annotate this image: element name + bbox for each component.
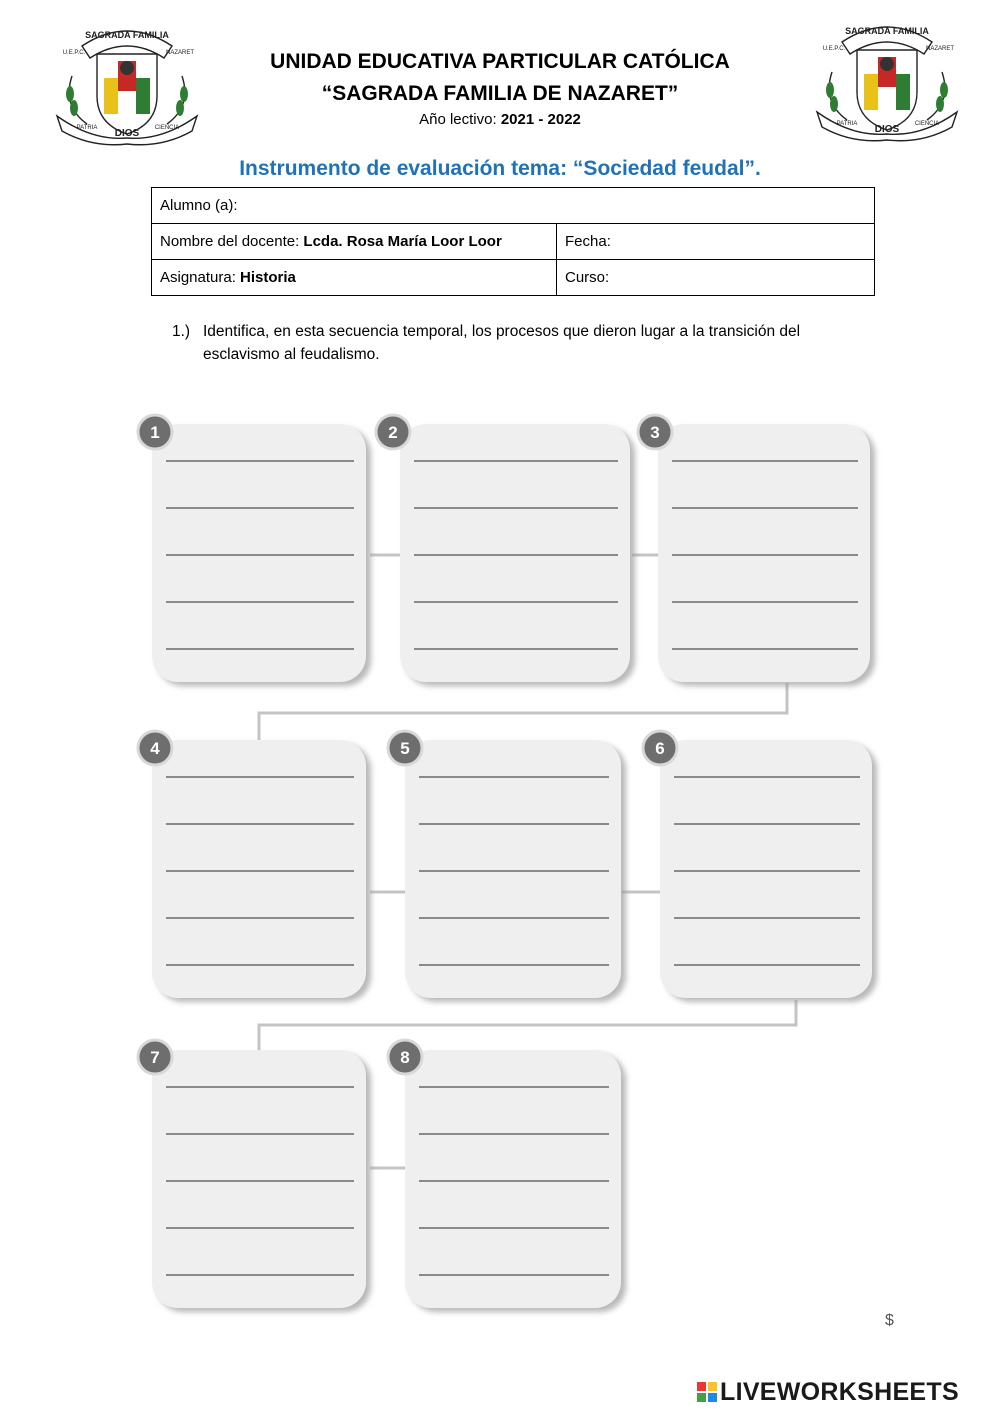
timeline-card-4 [138, 731, 366, 998]
timeline-card-8 [388, 1040, 621, 1308]
card-box [658, 424, 870, 682]
course-label: Curso: [565, 269, 610, 286]
svg-text:PATRIA: PATRIA [836, 121, 858, 127]
question-number: 1.) [172, 323, 191, 340]
svg-text:DIOS: DIOS [874, 124, 900, 135]
page-title: Instrumento de evaluación tema: “Sociedad feudal”. [239, 157, 761, 180]
liveworksheets-brand [697, 1378, 959, 1407]
date-label: Fecha: [565, 233, 611, 250]
student-label: Alumno (a): [160, 197, 238, 214]
step-number: 7 [150, 1048, 160, 1067]
timeline-card-3 [638, 415, 870, 682]
svg-text:NAZARET: NAZARET [165, 50, 195, 56]
step-number: 1 [150, 423, 160, 442]
svg-text:SAGRADA FAMILIA: SAGRADA FAMILIA [845, 26, 929, 36]
school-name-line2: “SAGRADA FAMILIA DE NAZARET” [321, 82, 679, 105]
svg-text:DIOS: DIOS [114, 128, 140, 139]
card-box [152, 424, 366, 682]
school-name-line1: UNIDAD EDUCATIVA PARTICULAR CATÓLICA [270, 50, 730, 73]
svg-text:PATRIA: PATRIA [76, 125, 98, 131]
svg-text:SAGRADA FAMILIA: SAGRADA FAMILIA [85, 30, 169, 40]
subject-name: Historia [240, 269, 296, 286]
step-number: 3 [650, 423, 660, 442]
svg-text:U.E.P.C.: U.E.P.C. [62, 50, 86, 56]
svg-text:NAZARET: NAZARET [925, 46, 955, 52]
timeline-card-7 [138, 1040, 366, 1308]
step-number: 8 [400, 1048, 410, 1067]
liveworksheets-logo-icon [697, 1382, 717, 1402]
card-box [405, 1050, 621, 1308]
timeline-card-1 [138, 415, 366, 682]
step-number: 5 [400, 739, 410, 758]
svg-text:U.E.P.C.: U.E.P.C. [822, 46, 846, 52]
timeline-card-2 [376, 415, 630, 682]
card-box [152, 740, 366, 998]
step-number: 6 [655, 739, 665, 758]
school-year-value: 2021 - 2022 [500, 111, 581, 128]
svg-text:CIENCIA: CIENCIA [914, 121, 940, 127]
timeline-card-5 [388, 731, 621, 998]
step-number: 2 [388, 423, 398, 442]
timeline-card-6 [643, 731, 872, 998]
subject-label: Asignatura: [160, 269, 241, 286]
question-text: Identifica, en esta secuencia temporal, los procesos que dieron lugar a la transición del esclavismo al feudalismo. [203, 323, 801, 363]
teacher-label: Nombre del docente: [160, 233, 304, 250]
school-year-label: Año lectivo: [419, 111, 501, 128]
card-box [405, 740, 621, 998]
brand-text: LIVEWORKSHEETS [720, 1378, 959, 1406]
card-box [660, 740, 872, 998]
svg-text:CIENCIA: CIENCIA [154, 125, 180, 131]
card-box [152, 1050, 366, 1308]
footer-mark-icon: $ [885, 1312, 894, 1329]
card-box [400, 424, 630, 682]
step-number: 4 [150, 739, 160, 758]
teacher-name: Lcda. Rosa María Loor Loor [303, 233, 502, 250]
